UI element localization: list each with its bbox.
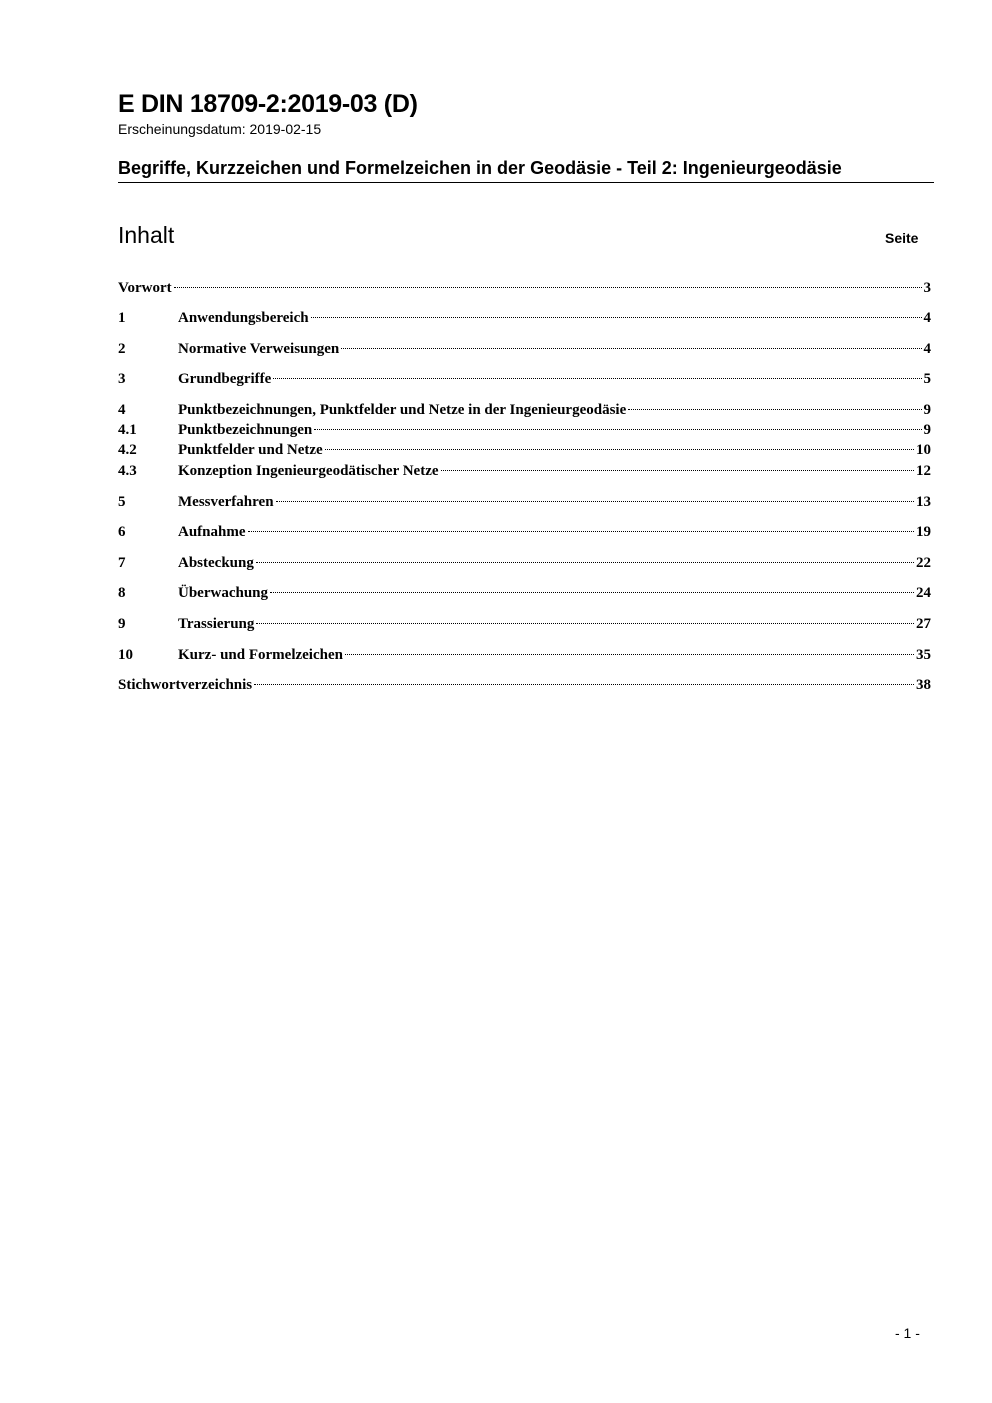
toc-entry-text: Absteckung [178, 555, 254, 571]
toc-entry-2[interactable] [118, 341, 931, 361]
toc-entry-number: 3 [118, 371, 126, 387]
toc-entry-page: 4 [923, 310, 931, 326]
toc-entry-1[interactable] [118, 310, 931, 330]
toc-entry-7[interactable] [118, 555, 931, 575]
dot-leader [276, 501, 914, 502]
toc-entry-number: 10 [118, 647, 133, 663]
dot-leader [270, 592, 914, 593]
dot-leader [628, 409, 921, 410]
toc-entry-text: Punktfelder und Netze [178, 442, 323, 458]
toc-entry-text: Stichwortverzeichnis [118, 677, 253, 693]
toc-entry-number: 4.2 [118, 442, 137, 458]
toc-entry-number: 7 [118, 555, 126, 571]
toc-heading: Inhalt [118, 222, 175, 248]
toc-entry-number: 5 [118, 494, 126, 510]
toc-entry-text: Anwendungsbereich [178, 310, 309, 326]
toc-entry-page: 19 [916, 524, 931, 540]
dot-leader [311, 317, 922, 318]
dot-leader [256, 562, 914, 563]
toc-entry-4-3[interactable] [118, 463, 931, 483]
toc-entry-text: Kurz- und Formelzeichen [178, 647, 343, 663]
toc-entry-number: 4.1 [118, 422, 137, 438]
dot-leader [341, 348, 921, 349]
dot-leader [174, 287, 922, 288]
toc-entry-10[interactable] [118, 647, 931, 667]
toc-entry-page: 24 [916, 585, 931, 601]
toc-entry-4-2[interactable] [118, 442, 931, 462]
toc-entry-page: 12 [916, 463, 931, 479]
toc-entry-page: 4 [923, 341, 931, 357]
toc-entry-page: 22 [916, 555, 931, 571]
toc-entry-text: Konzeption Ingenieurgeodätischer Netze [178, 463, 439, 479]
toc-entry-stichwortverzeichnis[interactable] [118, 677, 931, 697]
dot-leader [248, 531, 914, 532]
toc-entry-number: 4 [118, 402, 126, 418]
toc-entry-text: Punktbezeichnungen, Punktfelder und Netze in der Ingenieurgeodäsie [178, 402, 627, 418]
dot-leader [273, 378, 921, 379]
toc-entry-9[interactable] [118, 616, 931, 636]
toc-entry-text: Messverfahren [178, 494, 274, 510]
toc-entry-page: 13 [916, 494, 931, 510]
dot-leader [325, 449, 914, 450]
toc-entry-text: Grundbegriffe [178, 371, 272, 387]
toc-entry-number: 9 [118, 616, 126, 632]
toc-entry-text: Vorwort [118, 280, 172, 296]
toc-entry-page: 9 [923, 422, 931, 438]
toc-entry-text: Normative Verweisungen [178, 341, 340, 357]
dot-leader [345, 654, 914, 655]
dot-leader [254, 684, 914, 685]
toc-entry-number: 6 [118, 524, 126, 540]
toc-entry-page: 9 [923, 402, 931, 418]
toc-entry-page: 27 [916, 616, 931, 632]
title-divider [118, 182, 934, 183]
toc-entry-page: 5 [923, 371, 931, 387]
dot-leader [441, 470, 914, 471]
document-title: Begriffe, Kurzzeichen und Formelzeichen in der Geodäsie - Teil 2: Ingenieurgeodäsie [118, 158, 842, 178]
toc-entry-number: 4.3 [118, 463, 137, 479]
toc-entry-text: Aufnahme [178, 524, 246, 540]
toc-entry-8[interactable] [118, 585, 931, 605]
toc-entry-number: 2 [118, 341, 126, 357]
toc-entry-text: Überwachung [178, 585, 269, 601]
toc-entry-page: 3 [923, 280, 931, 296]
toc-entry-page: 38 [916, 677, 931, 693]
toc-entry-4-1[interactable] [118, 422, 931, 442]
toc-entry-page: 35 [916, 647, 931, 663]
toc-entry-text: Punktbezeichnungen [178, 422, 313, 438]
toc-entry-3[interactable] [118, 371, 931, 391]
document-id: E DIN 18709-2:2019-03 (D) [118, 90, 418, 118]
dot-leader [256, 623, 914, 624]
toc-entry-page: 10 [916, 442, 931, 458]
toc-entry-number: 8 [118, 585, 126, 601]
toc-entry-vorwort[interactable] [118, 280, 931, 300]
toc-entry-number: 1 [118, 310, 126, 326]
dot-leader [314, 429, 921, 430]
toc-page-column-label: Seite [885, 230, 919, 246]
toc-entry-6[interactable] [118, 524, 931, 544]
toc-entry-5[interactable] [118, 494, 931, 514]
toc-entry-text: Trassierung [178, 616, 255, 632]
publication-date: Erscheinungsdatum: 2019-02-15 [118, 121, 322, 137]
toc-entry-4[interactable] [118, 402, 931, 422]
page-number: - 1 - [895, 1325, 920, 1341]
